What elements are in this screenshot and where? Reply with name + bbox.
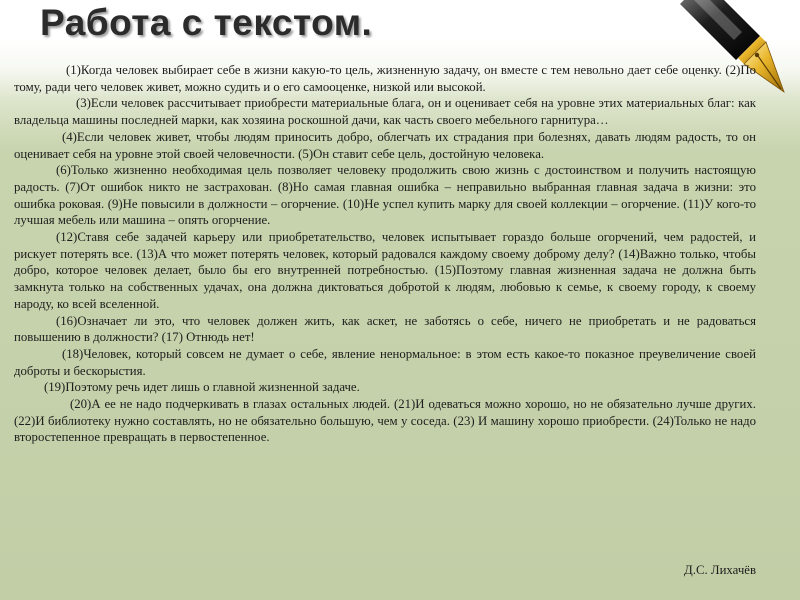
author-signature: Д.С. Лихачёв: [684, 563, 756, 577]
paragraph: (6)Только жизненно необходимая цель позволяет человеку продолжить свою жизнь с достоинством и получить настоящую радость. (7)От ошибок никто не застрахован. (8)Но самая главная ошибка – неправильно выбранная главная задача в жизни: это ошибка роковая. (9)Не повысили в должности – огорчение. (10)Не успел купить марку для своей коллекции – огорчение. (11)У кого-то лучшая мебель или машина – опять огорчение.: [14, 163, 756, 228]
article-text: [14, 62, 756, 446]
paragraph: (19)Поэтому речь идет лишь о главной жизненной задаче.: [44, 380, 360, 395]
paragraph: (4)Если человек живет, чтобы людям приносить добро, облегчать их страдания при болезнях, давать людям радость, то он оценивает себя на уровне этой своей человечности. (5)Он ставит себе цель, достойную человека.: [14, 129, 756, 161]
paragraph: (16)Означает ли это, что человек должен жить, как аскет, не заботясь о себе, ничего не приобретать и не радоваться повышению в должности? (17) Отнюдь нет!: [14, 313, 756, 345]
page-title: Работа с текстом.: [40, 2, 373, 43]
paragraph: (12)Ставя себе задачей карьеру или приобретательство, человек испытывает гораздо больше огорчений, чем радостей, и рискует потерять все. (13)А что может потерять человек, который радовался каждому своему доброму делу? (14)Важно только, чтобы добро, которое человек делает, было бы его внутренней потребностью. (15)Поэтому главная жизненная задача не должна быть замкнута только на собственных удачах, она должна диктоваться добротой к людям, любовью к семье, к своему городу, к своему народу, ко всей вселенной.: [14, 230, 756, 311]
paragraph: (3)Если человек рассчитывает приобрести материальные блага, он и оценивает себя на уровне этих материальных благ: как владельца машины последней марки, как хозяина роскошной дачи, как часть своего мебельного гарнитура…: [14, 96, 756, 128]
paragraph: (1)Когда человек выбирает себе в жизни какую-то цель, жизненную задачу, он вместе с тем невольно дает себе оценку. (2)По тому, ради чего человек живет, можно судить и о его самооценке, низкой или высокой.: [14, 63, 756, 94]
paragraph: (20)А ее не надо подчеркивать в глазах остальных людей. (21)И одеваться можно хорошо, но не обязательно лучше других. (22)И библиотеку нужно составлять, но не обязательно большую, чем у соседа. (23) И машину хорошо приобрести. (24)Только не надо второстепенное превращать в первостепенное.: [14, 397, 756, 445]
paragraph: (18)Человек, который совсем не думает о себе, явление ненормальное: в этом есть какое-то показное преувеличение своей доброты и бескорыстия.: [14, 346, 756, 378]
